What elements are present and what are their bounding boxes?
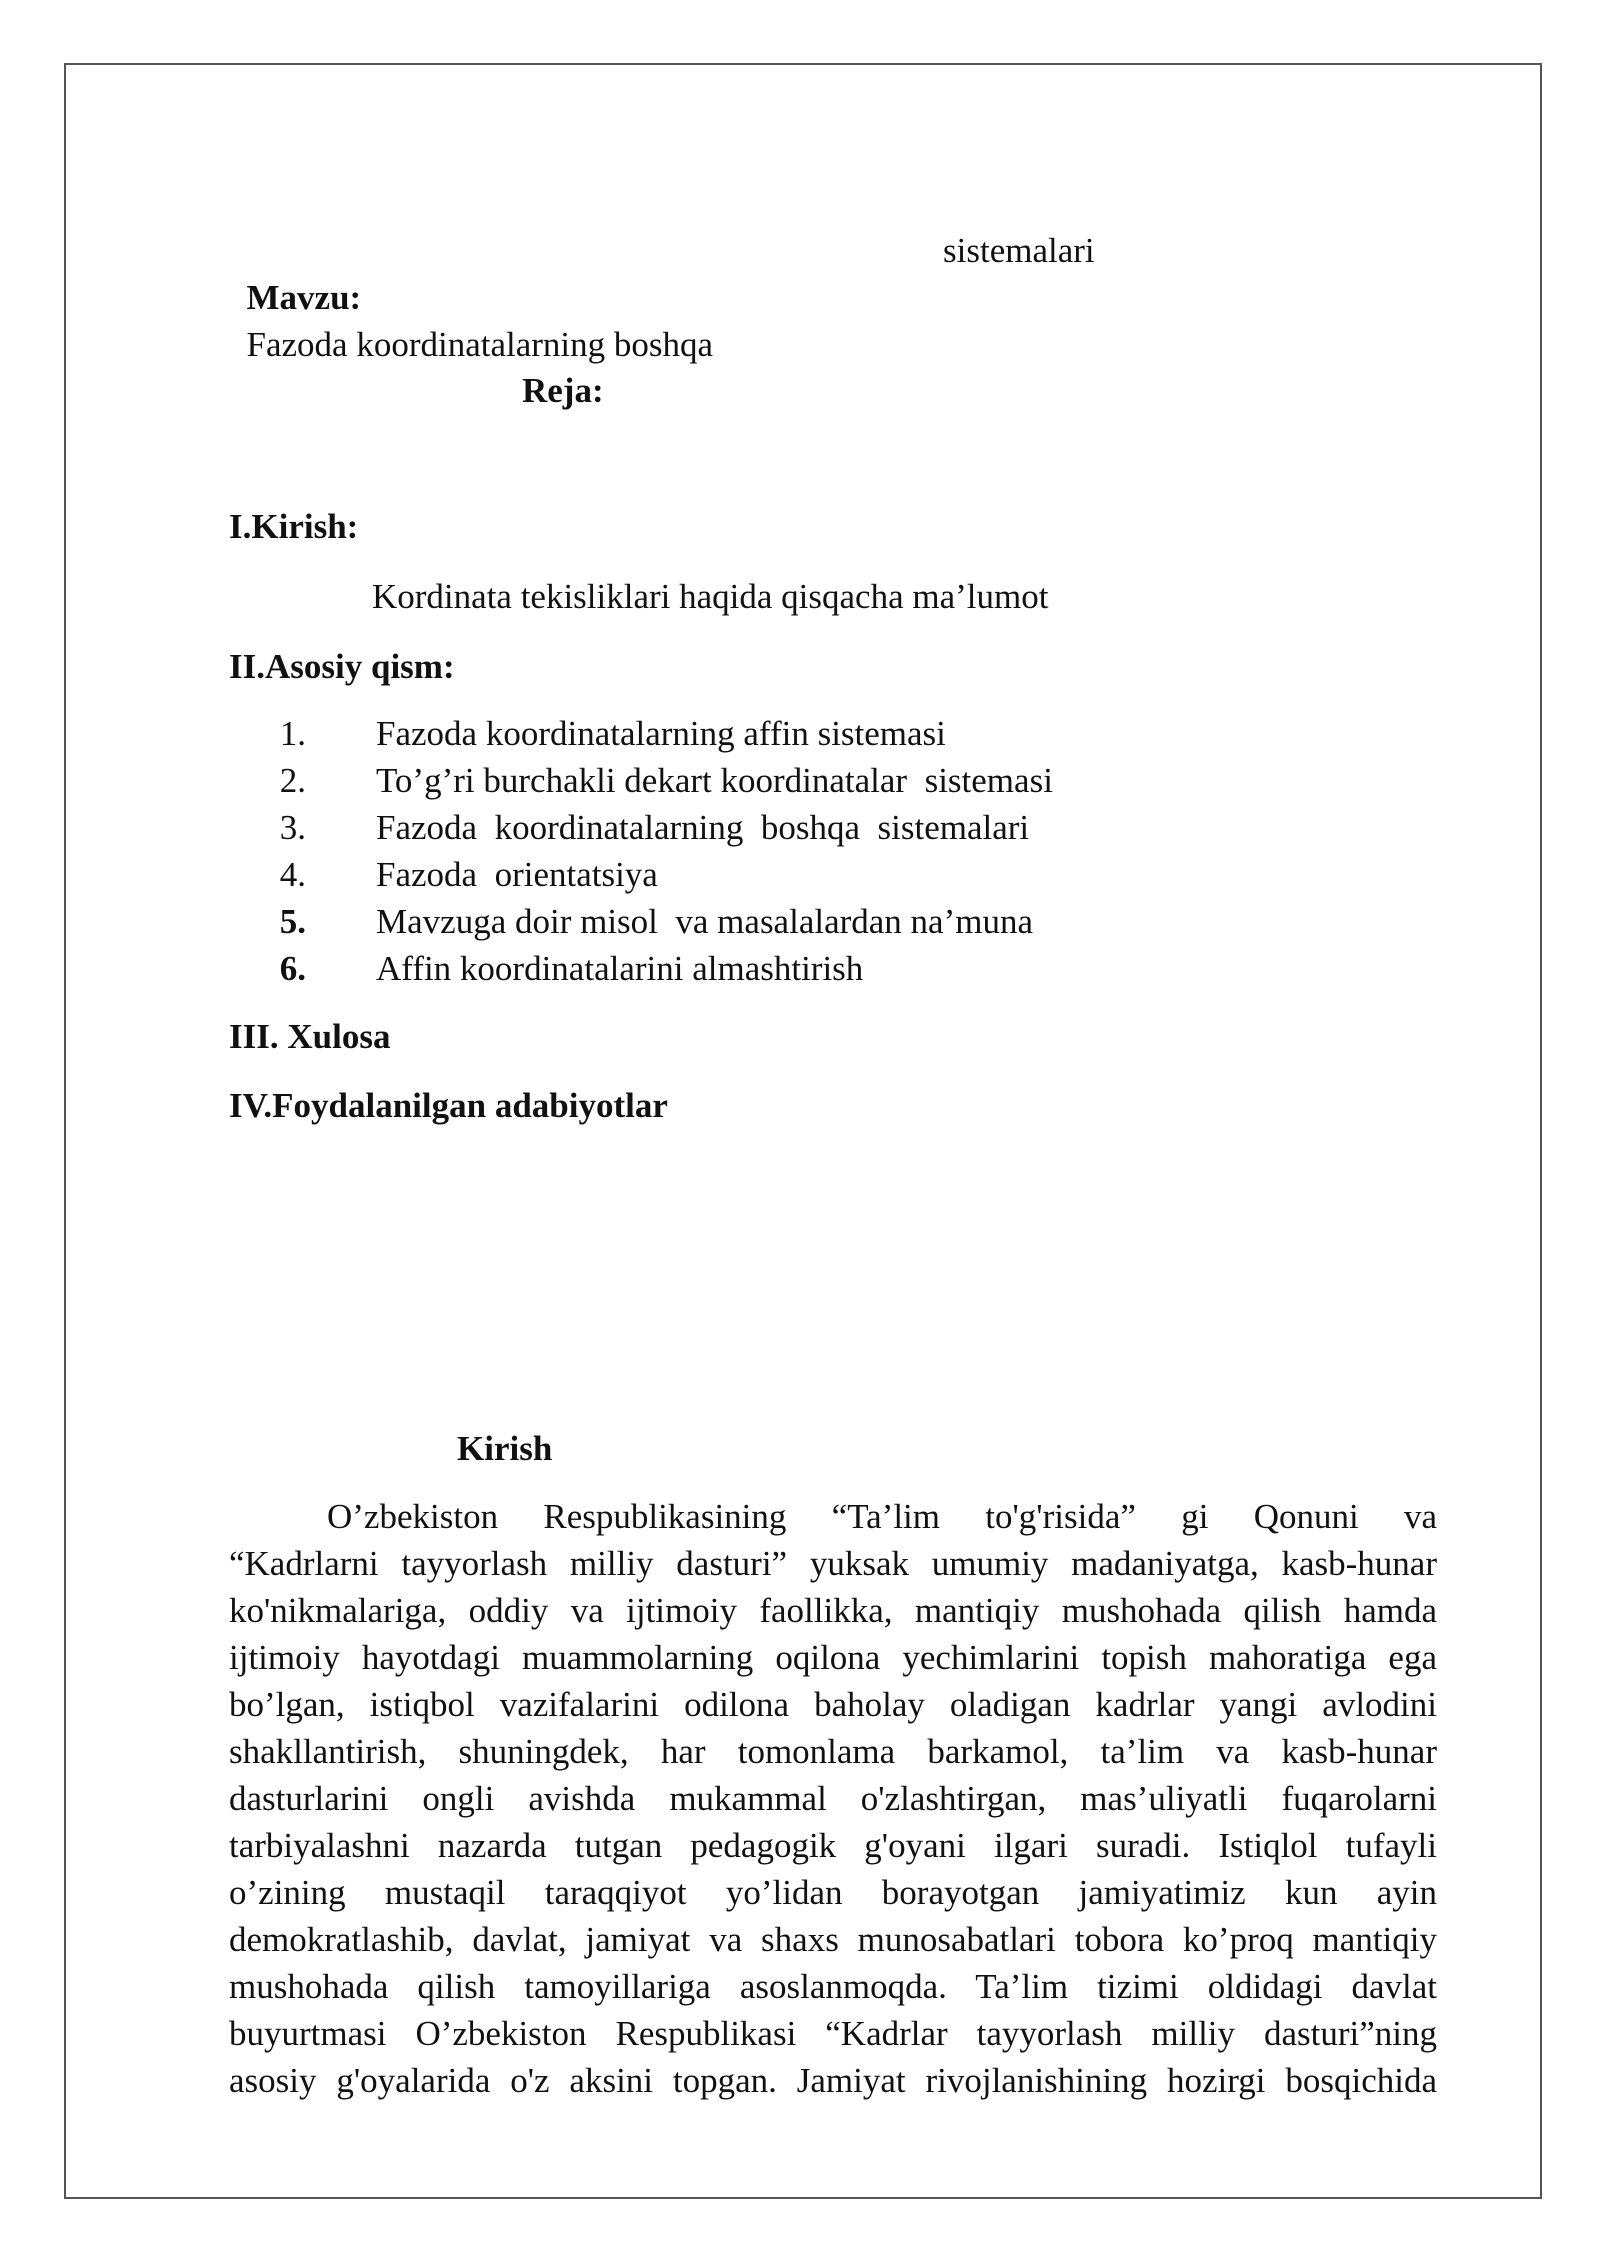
list-item: Mavzuga doir misol va masalalardan na’muna [376,902,1034,941]
topic-text-end: sistemalari [943,231,1095,270]
topic-text: Fazoda koordinatalarning boshqa [246,325,714,364]
list-item-number: 4. [279,855,306,894]
intro-heading: Kirish [457,1429,553,1468]
paragraph-line: bo’lgan, istiqbol vazifalarini odilona baholay oladigan kadrlar yangi avlodini [229,1685,1437,1724]
paragraph-line: buyurtmasi O’zbekiston Respublikasi “Kadrlar tayyorlash milliy dasturi”ning [229,2014,1437,2053]
paragraph-line: dasturlarini ongli avishda mukammal o'zlashtirgan, mas’uliyatli fuqarolarni [229,1779,1437,1818]
plan-title: Reja: [522,371,604,410]
section-1-item: Kordinata tekisliklari haqida qisqacha ma’lumot [372,577,1049,616]
paragraph-line: o’zining mustaqil taraqqiyot yo’lidan borayotgan jamiyatimiz kun ayin [229,1873,1437,1912]
section-4-title: IV.Foydalanilgan adabiyotlar [229,1086,668,1125]
list-item: Fazoda koordinatalarning boshqa sistemalari [376,808,1030,847]
section-2-title: II.Asosiy qism: [229,647,455,686]
paragraph-line: “Kadrlarni tayyorlash milliy dasturi” yuksak umumiy madaniyatga, kasb-hunar [229,1544,1437,1583]
list-item: Fazoda koordinatalarning affin sistemasi [376,714,946,753]
paragraph-line: tarbiyalashni nazarda tutgan pedagogik g'oyani ilgari suradi. Istiqlol tufayli [229,1826,1437,1865]
list-item: To’g’ri burchakli dekart koordinatalar sistemasi [376,761,1053,800]
paragraph-line: ko'nikmalariga, oddiy va ijtimoiy faollikka, mantiqiy mushohada qilish hamda [229,1591,1437,1630]
paragraph-line: mushohada qilish tamoyillariga asoslanmoqda. Ta’lim tizimi oldidagi davlat [229,1967,1437,2006]
list-item: Fazoda orientatsiya [376,855,658,894]
paragraph-line: O’zbekiston Respublikasining “Ta’lim to'g'risida” gi Qonuni va [327,1497,1437,1536]
paragraph-line: ijtimoiy hayotdagi muammolarning oqilona yechimlarini topish mahoratiga ega [229,1638,1437,1677]
paragraph-line: shakllantirish, shuningdek, har tomonlama barkamol, ta’lim va kasb-hunar [229,1732,1437,1771]
list-item: Affin koordinatalarini almashtirish [376,949,864,988]
topic-label: Mavzu: [246,278,362,317]
paragraph-line: demokratlashib, davlat, jamiyat va shaxs munosabatlari tobora ko’proq mantiqiy [229,1920,1437,1959]
topic-line [229,227,713,368]
list-item-number: 3. [279,808,306,847]
section-3-title: III. Xulosa [229,1017,391,1056]
intro-paragraph [229,1493,1437,2104]
list-item-number: 2. [279,761,306,800]
list-item-number: 5. [279,902,306,941]
section-1-title: I.Kirish: [229,507,359,546]
list-item-number: 1. [279,714,306,753]
list-item-number: 6. [279,949,306,988]
paragraph-line: asosiy g'oyalarida o'z aksini topgan. Jamiyat rivojlanishining hozirgi bosqichida [229,2061,1437,2100]
